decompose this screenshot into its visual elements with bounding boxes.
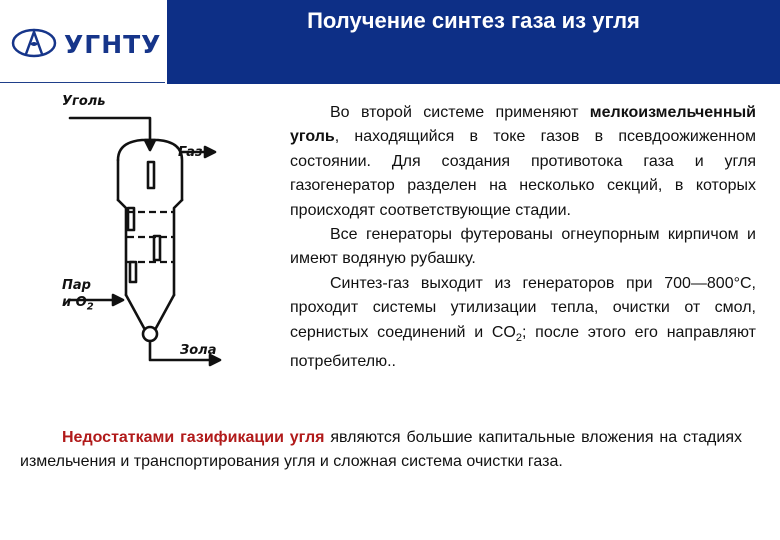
oxygen-label-text: и O <box>62 295 87 310</box>
gas-label: Газ <box>178 145 203 160</box>
oxygen-label <box>62 295 94 313</box>
paragraph-1 <box>290 101 756 223</box>
coal-arrow-icon <box>145 140 155 150</box>
coal-feed-line <box>70 118 150 142</box>
bottom-paragraph <box>20 426 742 474</box>
disadvantages-highlight: Недостатками газификации угля <box>62 429 325 446</box>
gasifier-diagram <box>30 90 275 390</box>
paragraph-3 <box>290 272 756 375</box>
paragraph-3-end: ; после этого его направляют потребителю.. <box>290 323 756 371</box>
steam-arrow-icon <box>113 295 123 305</box>
gasifier-schematic <box>30 90 275 390</box>
ash-chamber <box>143 327 157 341</box>
paragraph-2: Все генераторы футерованы огнеупорным кирпичом и имеют водяную рубашку. <box>290 226 756 268</box>
paragraph-1-bold: мелкоизмельченный уголь <box>290 104 756 146</box>
page-title: Получение синтез газа из угля <box>307 8 640 33</box>
bottom-text <box>20 426 742 474</box>
ash-label: Зола <box>180 343 217 358</box>
paragraph-1-start: Во второй системе применяют <box>330 104 590 121</box>
main-text <box>290 101 756 375</box>
university-emblem-icon <box>10 27 58 59</box>
oxygen-subscript: 2 <box>86 301 94 313</box>
bottom-paragraph-rest: являются большие капитальные вложения на стадиях измельчения и транспортирования угля и сложная система очистки газа. <box>20 429 742 470</box>
logo-area <box>0 0 165 83</box>
logo-text: УГНТУ <box>64 30 162 59</box>
steam-label: Пар <box>62 278 91 293</box>
reactor-cone <box>126 295 144 328</box>
paragraph-1-end: , находящийся в токе газов в псевдоожиженном состоянии. Для создания противотока газа и угля газогенератор разделен на несколько секций, в которых происходят соответствующие стадии. <box>290 128 756 219</box>
coal-label: Уголь <box>62 94 106 109</box>
co2-subscript: 2 <box>515 331 522 344</box>
paragraph-3-start: Синтез-газ выходит из генераторов при 700—800°С, проходит системы утилизации тепла, очистки от смол, сернистых соединений и CO <box>290 274 756 341</box>
title-bar <box>167 0 780 84</box>
gas-arrow-icon <box>205 147 215 157</box>
